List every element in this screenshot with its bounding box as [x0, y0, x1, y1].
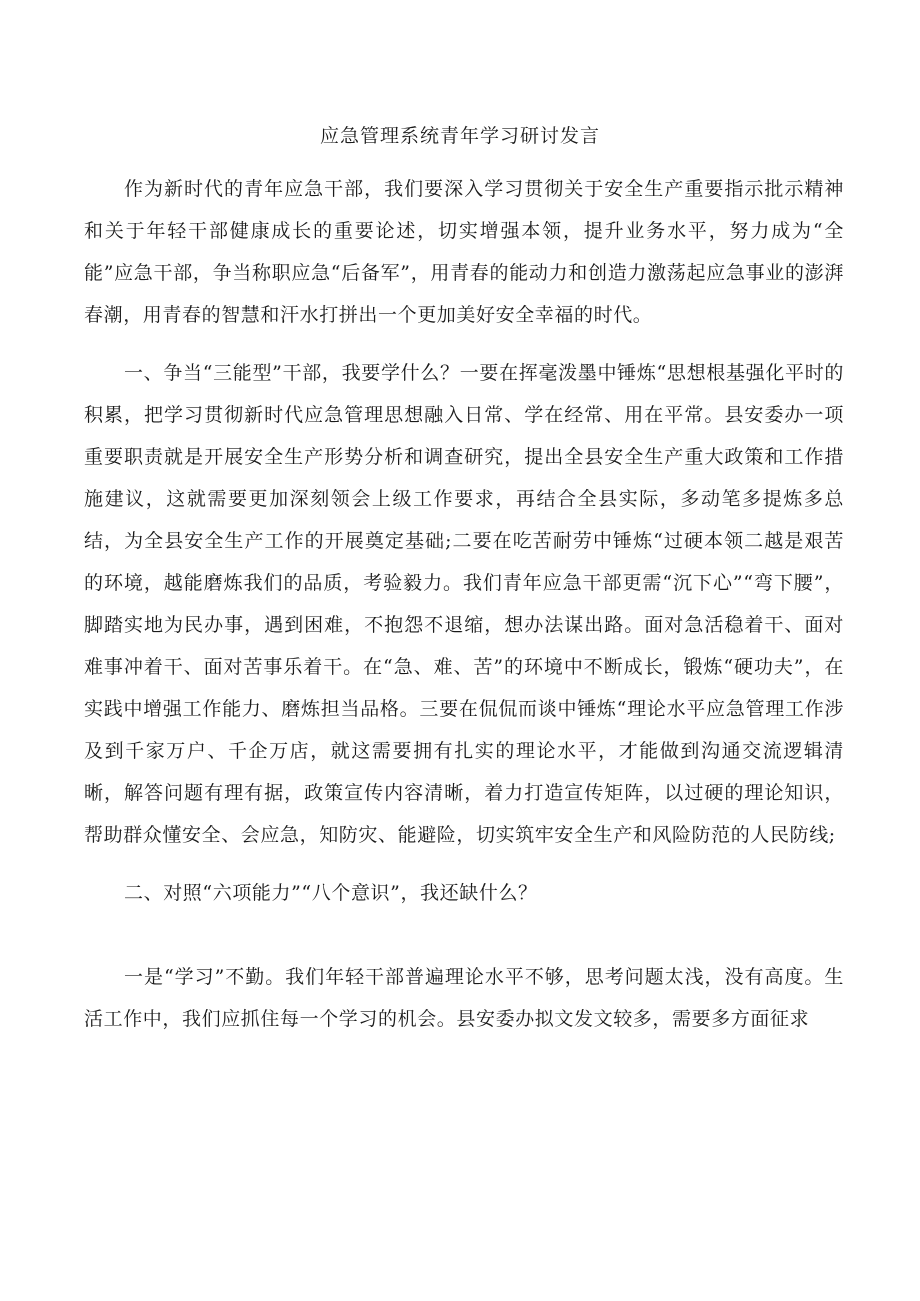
paragraph-section-1: 一、争当“三能型”干部，我要学什么？一要在挥毫泼墨中锤炼“思想根基强化平时的积累，把学习贯彻新时代应急管理思想融入日常、学在经常、用在平常。县安委办一项重要职责就是开展安全生产形势分析和调查研究，提出全县安全生产重大政策和工作措施建议，这就需要更加深刻领会上级工作要求，再结合全县实际，多动笔多提炼多总结，为全县安全生产工作的开展奠定基础;二要在吃苦耐劳中锤炼“过硬本领二越是艰苦的环境，越能磨炼我们的品质，考验毅力。我们青年应急干部更需“沉下心”“弯下腰”，脚踏实地为民办事，遇到困难，不抱怨不退缩，想办法谋出路。面对急活稳着干、面对难事冲着干、面对苦事乐着干。在“急、难、苦”的环境中不断成长，锻炼“硬功夫”，在实践中增强工作能力、磨炼担当品格。三要在侃侃而谈中锤炼“理论水平应急管理工作涉及到千家万户、千企万店，就这需要拥有扎实的理论水平，才能做到沟通交流逻辑清晰，解答问题有理有据，政策宣传内容清晰，着力打造宣传矩阵，以过硬的理论知识，帮助群众懂安全、会应急，知防灾、能避险，切实筑牢安全生产和风险防范的人民防线; [84, 362, 844, 846]
paragraph-point-1: 一是“学习”不勤。我们年轻干部普遍理论水平不够，思考问题太浅，没有高度。生活工作中，我们应抓住每一个学习的机会。县安委办拟文发文较多，需要多方面征求 [84, 966, 844, 1030]
paragraph-section-2-heading: 二、对照“六项能力”“八个意识”，我还缺什么？ [124, 882, 538, 904]
paragraph-intro: 作为新时代的青年应急干部，我们要深入学习贯彻关于安全生产重要指示批示精神和关于年轻干部健康成长的重要论述，切实增强本领，提升业务水平，努力成为“全能”应急干部，争当称职应急“后备军”，用青春的能动力和创造力激荡起应急事业的澎湃春潮，用青春的智慧和汗水打拼出一个更加美好安全幸福的时代。 [84, 178, 844, 326]
document-title: 应急管理系统青年学习研讨发言 [319, 125, 600, 147]
document-body [84, 168, 844, 1040]
